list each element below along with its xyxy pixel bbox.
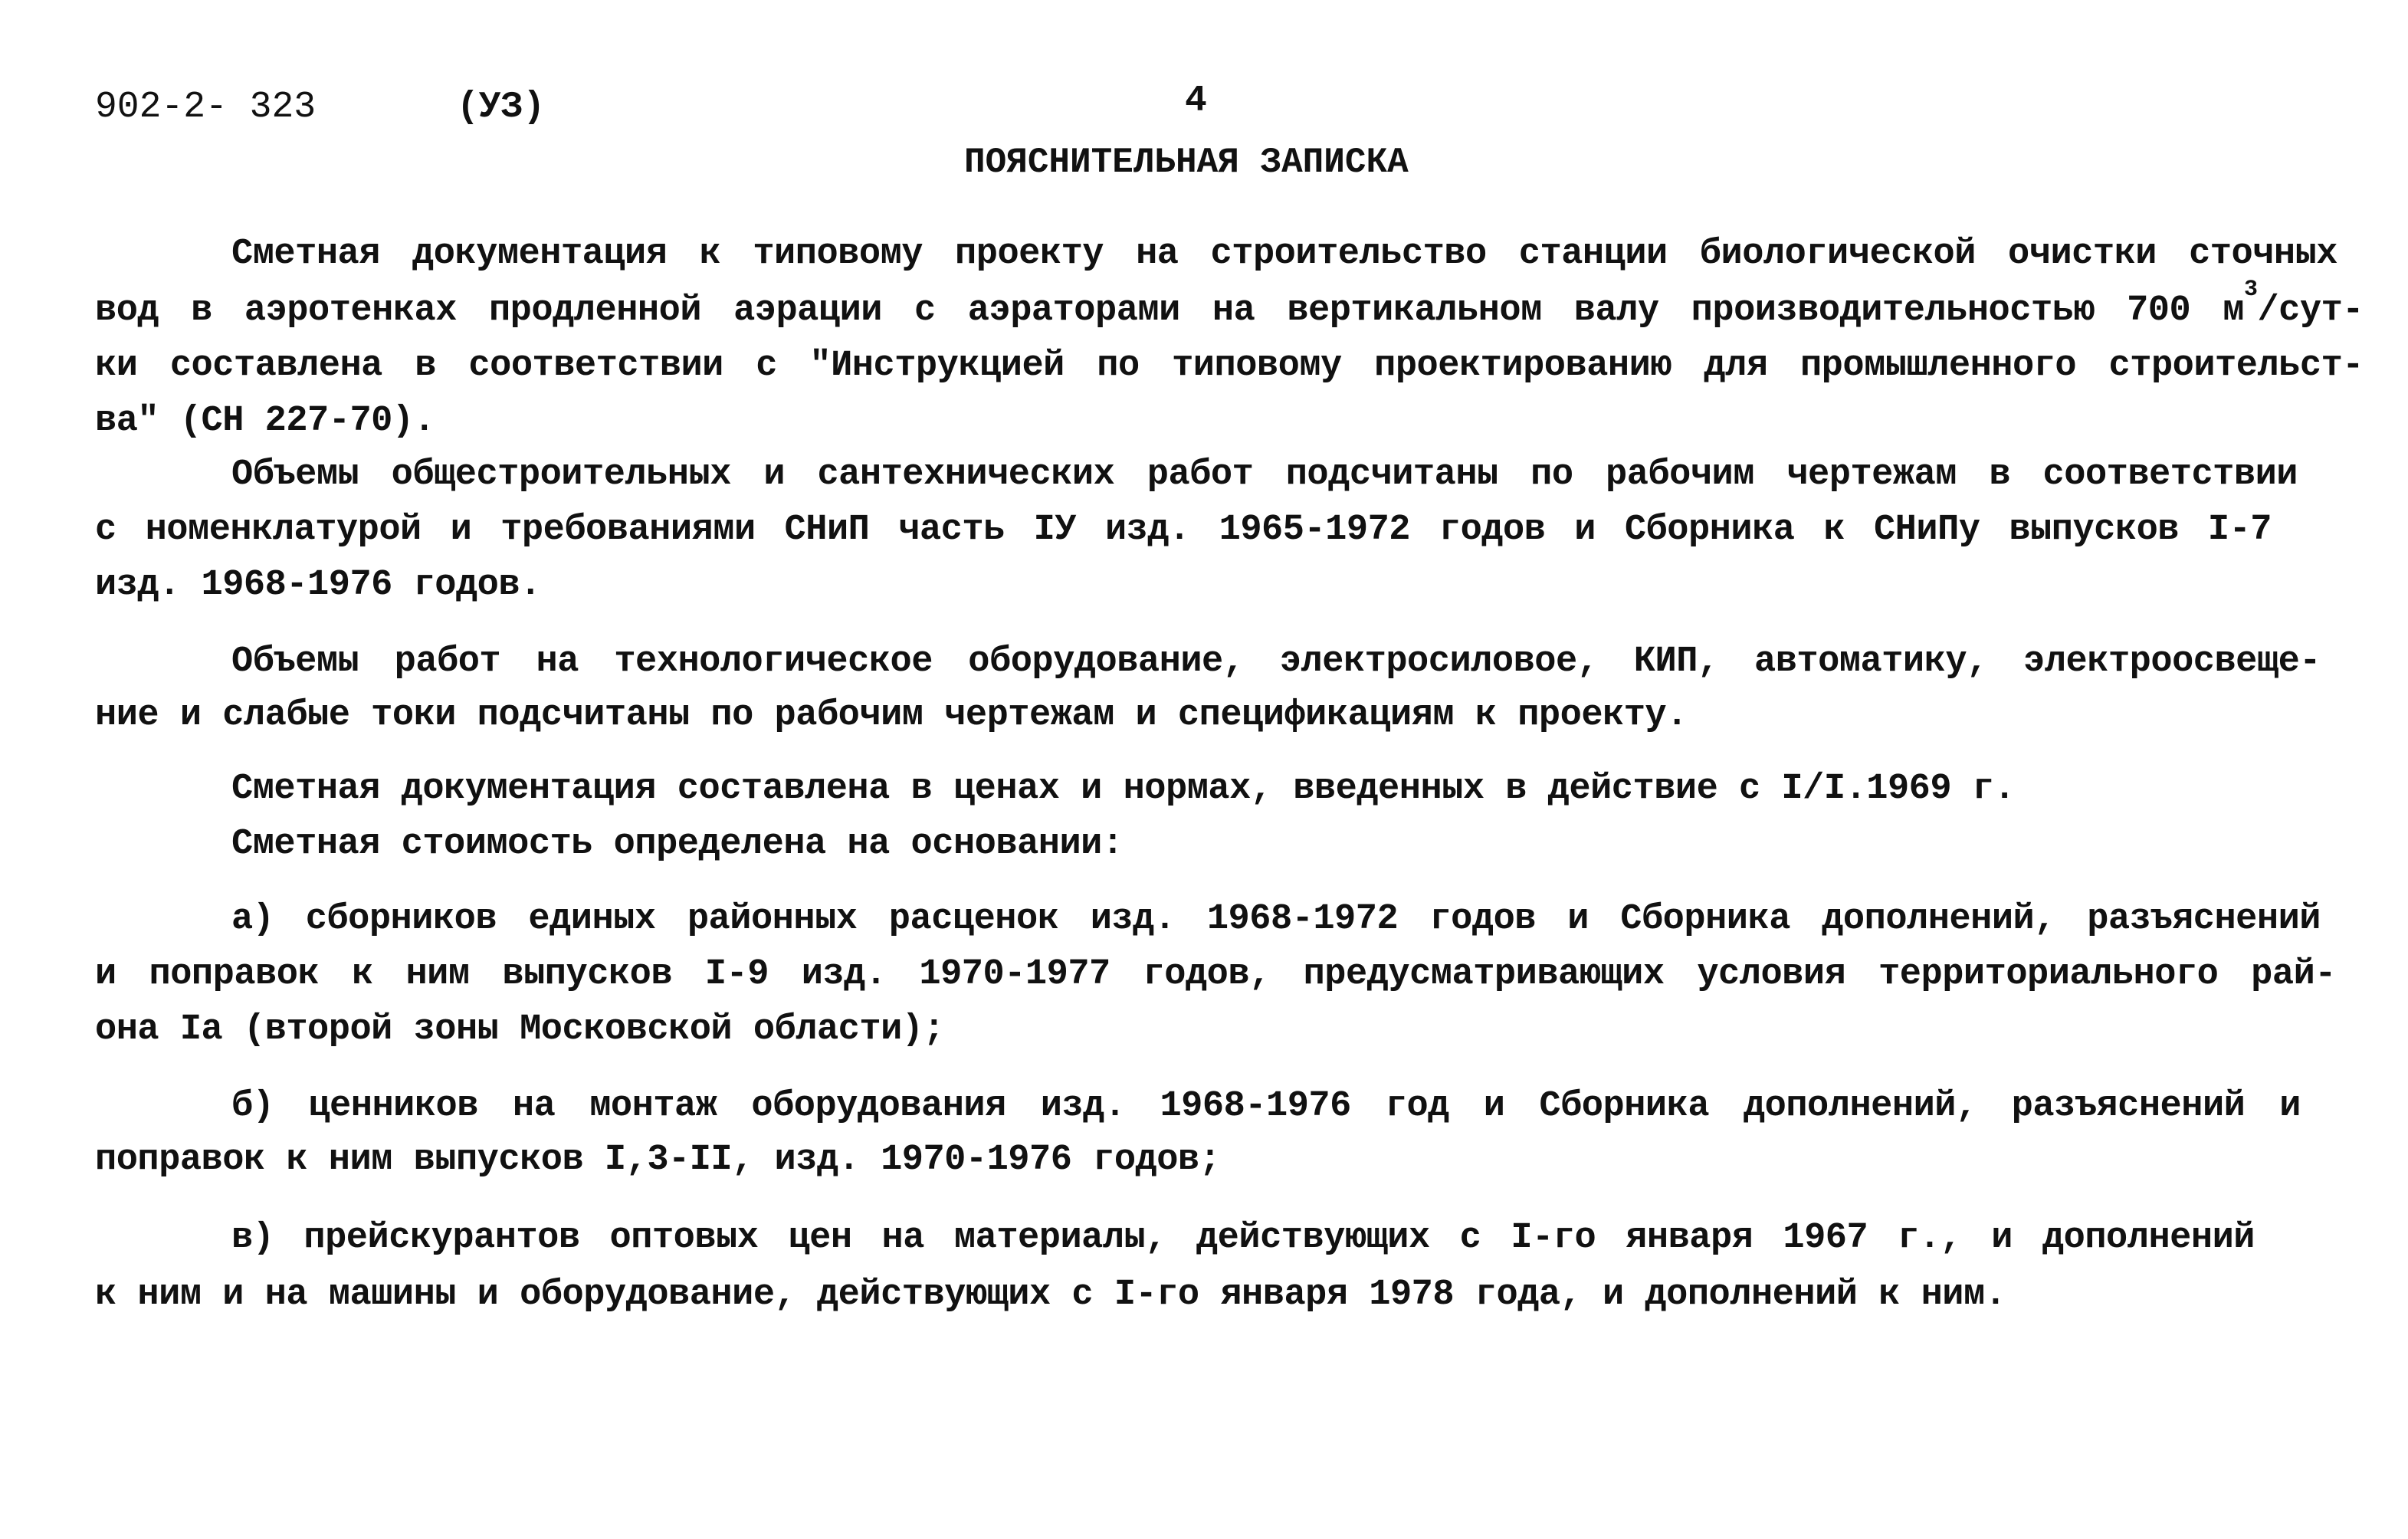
paragraph-line: Объемы общестроительных и сантехнических работ подсчитаны по рабочим чертежам в соответствии	[231, 454, 2298, 495]
doc-code: 902-2- 323	[95, 87, 317, 128]
paragraph-line: в) прейскурантов оптовых цен на материалы, действующих с I-го января 1967 г., и дополнений	[231, 1218, 2255, 1258]
paragraph-line: ние и слабые токи подсчитаны по рабочим чертежам и спецификациям к проекту.	[95, 695, 1688, 736]
page-number: 4	[1185, 80, 1207, 122]
paragraph-line: изд. 1968-1976 годов.	[95, 565, 541, 605]
page-title: ПОЯСНИТЕЛЬНАЯ ЗАПИСКА	[964, 143, 1409, 182]
line-text: /сут-	[2257, 290, 2364, 331]
paragraph-line: с номенклатурой и требованиями СНиП часть IУ изд. 1965-1972 годов и Сборника к СНиПу выпусков I-7	[95, 510, 2272, 550]
paragraph-line: Сметная стоимость определена на основании:	[231, 824, 1124, 865]
paragraph-line: а) сборников единых районных расценок изд. 1968-1972 годов и Сборника дополнений, разъяснений	[231, 899, 2321, 940]
paragraph-line: Сметная документация составлена в ценах и нормах, введенных в действие с I/I.1969 г.	[231, 769, 2016, 809]
paragraph-line: она Iа (второй зоны Московской области);	[95, 1009, 945, 1050]
paragraph-line: к ним и на машины и оборудование, действующих с I-го января 1978 года, и дополнений к ним.	[95, 1275, 2006, 1315]
paragraph-line: ки составлена в соответствии с "Инструкцией по типовому проектированию для промышленного строительст-	[95, 346, 2364, 386]
paragraph-line: Объемы работ на технологическое оборудование, электросиловое, КИП, автоматику, электроосвеще-	[231, 642, 2321, 682]
paragraph-line: Сметная документация к типовому проекту на строительство станции биологической очистки сточных	[231, 234, 2337, 274]
paragraph-line: и поправок к ним выпусков I-9 изд. 1970-1977 годов, предусматривающих условия территориального рай-	[95, 954, 2336, 995]
paragraph-line: б) ценников на монтаж оборудования изд. 1968-1976 год и Сборника дополнений, разъяснений и	[231, 1086, 2301, 1127]
line-text: вод в аэротенках продленной аэрации с аэраторами на вертикальном валу производительностью 700 м	[95, 290, 2244, 331]
paragraph-line: поправок к ним выпусков I,3-II, изд. 1970-1976 годов;	[95, 1140, 1221, 1180]
paragraph-line: ва" (СН 227-70).	[95, 401, 435, 441]
superscript: 3	[2243, 277, 2258, 303]
doc-mark: (УЗ)	[457, 87, 546, 128]
paragraph-line	[95, 277, 2364, 333]
